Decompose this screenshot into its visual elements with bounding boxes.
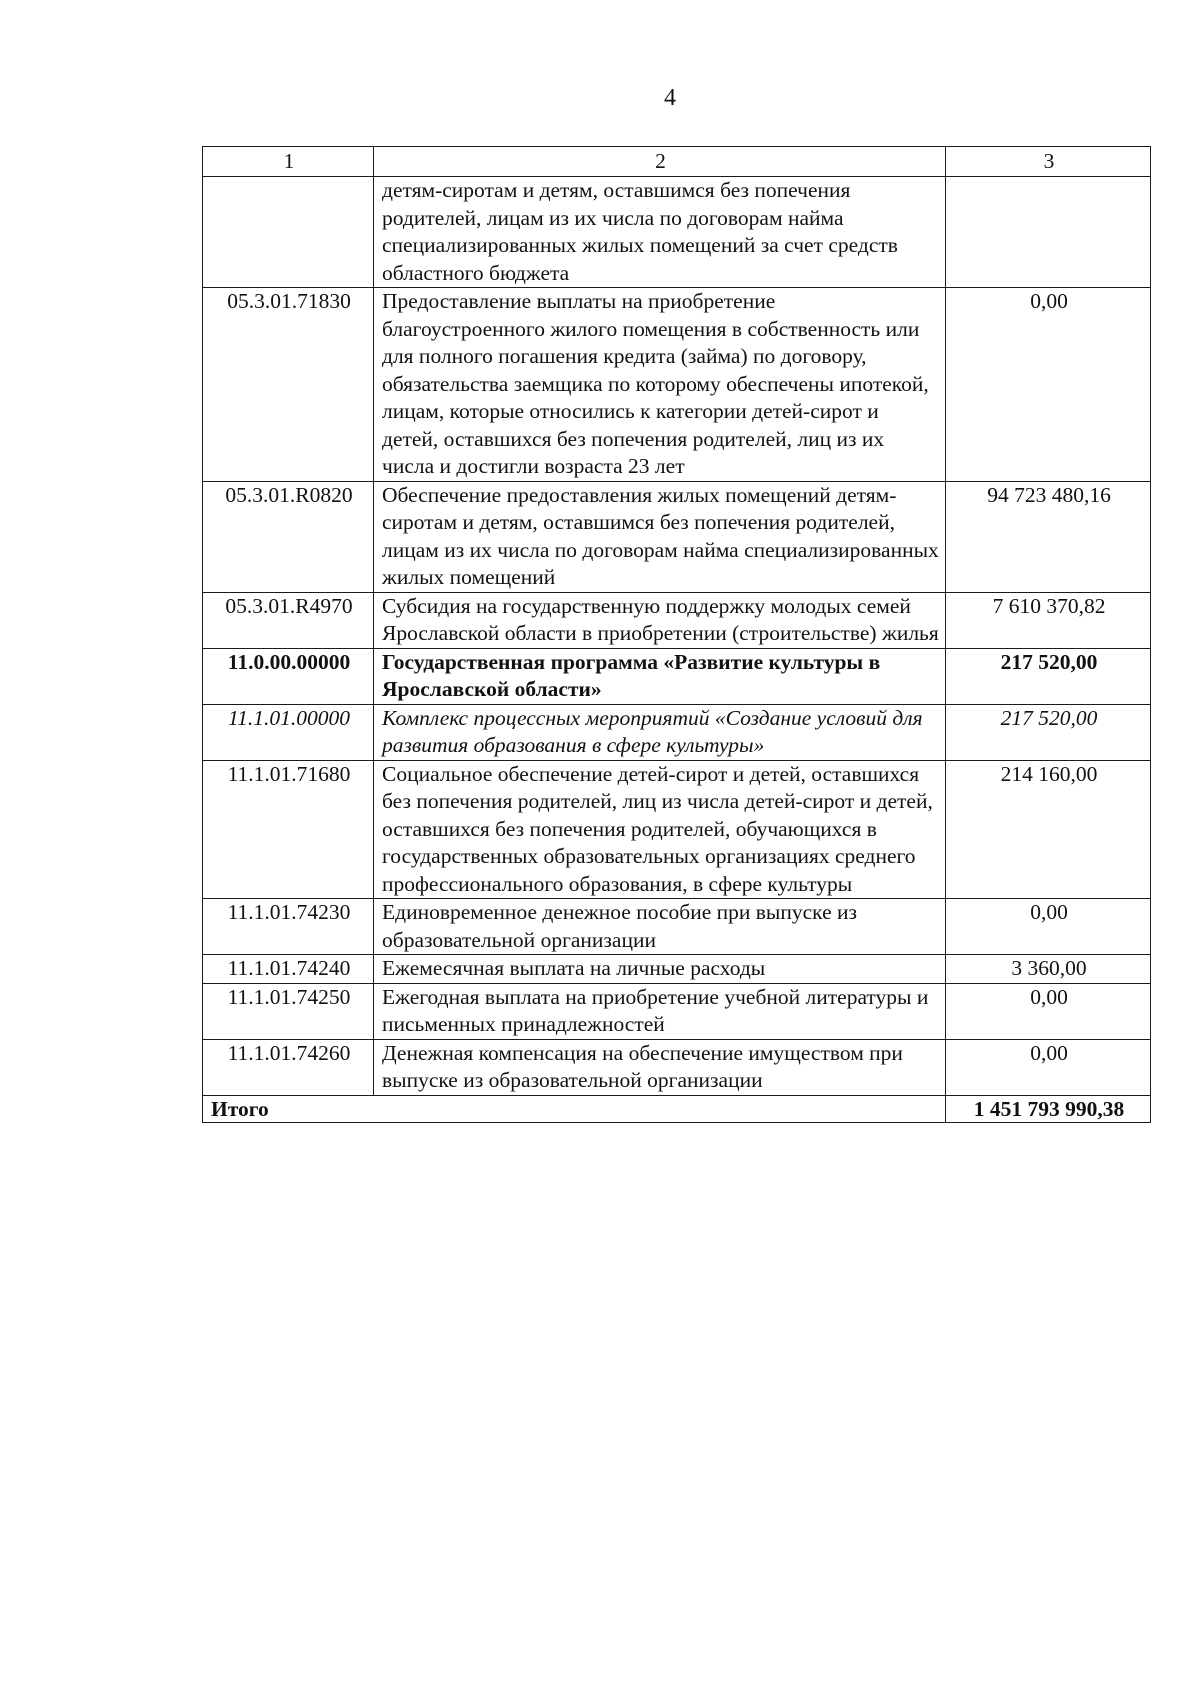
total-row (203, 1095, 1151, 1122)
row-code: 05.3.01.R0820 (203, 481, 374, 592)
table-row (203, 983, 1151, 1039)
row-code: 11.1.01.74230 (203, 899, 374, 955)
row-amount: 217 520,00 (946, 704, 1151, 760)
column-header-2: 2 (374, 147, 946, 177)
row-name: Социальное обеспечение детей-сирот и детей, оставшихся без попечения родителей, лиц из числа детей-сирот и детей, оставшихся без попечения родителей, обучающихся в государственных образовательных организациях среднего профессионального образования, в сфере культуры (374, 760, 946, 899)
row-name: Комплекс процессных мероприятий «Создание условий для развития образования в сфере культуры» (374, 704, 946, 760)
total-amount: 1 451 793 990,38 (946, 1095, 1151, 1122)
row-name: Ежегодная выплата на приобретение учебной литературы и письменных принадлежностей (374, 983, 946, 1039)
total-label: Итого (203, 1095, 946, 1122)
column-header-3: 3 (946, 147, 1151, 177)
table-row (203, 592, 1151, 648)
table-row (203, 481, 1151, 592)
row-code: 11.1.01.74260 (203, 1039, 374, 1095)
row-code: 11.1.01.71680 (203, 760, 374, 899)
table-body (203, 177, 1151, 1123)
budget-table (202, 146, 1151, 1123)
row-code: 11.1.01.00000 (203, 704, 374, 760)
row-code: 11.1.01.74240 (203, 955, 374, 984)
table-row (203, 760, 1151, 899)
row-code: 05.3.01.71830 (203, 288, 374, 482)
table-header-row (203, 147, 1151, 177)
table-row (203, 1039, 1151, 1095)
row-amount: 0,00 (946, 288, 1151, 482)
row-amount (946, 177, 1151, 288)
row-amount: 3 360,00 (946, 955, 1151, 984)
row-name: Обеспечение предоставления жилых помещений детям-сиротам и детям, оставшимся без попечения родителей, лицам из их числа по договорам найма специализированных жилых помещений (374, 481, 946, 592)
row-amount: 7 610 370,82 (946, 592, 1151, 648)
row-amount: 0,00 (946, 983, 1151, 1039)
row-name: Ежемесячная выплата на личные расходы (374, 955, 946, 984)
table-row (203, 177, 1151, 288)
row-code: 05.3.01.R4970 (203, 592, 374, 648)
row-amount: 217 520,00 (946, 648, 1151, 704)
row-name: Государственная программа «Развитие культуры в Ярославской области» (374, 648, 946, 704)
page-number: 4 (664, 85, 676, 111)
row-amount: 214 160,00 (946, 760, 1151, 899)
table-row (203, 288, 1151, 482)
column-header-1: 1 (203, 147, 374, 177)
table-row (203, 955, 1151, 984)
row-name: Субсидия на государственную поддержку молодых семей Ярославской области в приобретении (строительстве) жилья (374, 592, 946, 648)
row-name: Денежная компенсация на обеспечение имуществом при выпуске из образовательной организации (374, 1039, 946, 1095)
row-amount: 94 723 480,16 (946, 481, 1151, 592)
row-amount: 0,00 (946, 899, 1151, 955)
row-name: Предоставление выплаты на приобретение благоустроенного жилого помещения в собственность или для полного погашения кредита (займа) по договору, обязательства заемщика по которому обеспечены ипотекой, лицам, которые относились к категории детей-сирот и детей, оставшихся без попечения родителей, лиц из их числа и достигли возраста 23 лет (374, 288, 946, 482)
row-code (203, 177, 374, 288)
program-row (203, 648, 1151, 704)
complex-row (203, 704, 1151, 760)
row-name: детям-сиротам и детям, оставшимся без попечения родителей, лицам из их числа по договорам найма специализированных жилых помещений за счет средств областного бюджета (374, 177, 946, 288)
row-code: 11.1.01.74250 (203, 983, 374, 1039)
row-code: 11.0.00.00000 (203, 648, 374, 704)
row-amount: 0,00 (946, 1039, 1151, 1095)
row-name: Единовременное денежное пособие при выпуске из образовательной организации (374, 899, 946, 955)
table-row (203, 899, 1151, 955)
